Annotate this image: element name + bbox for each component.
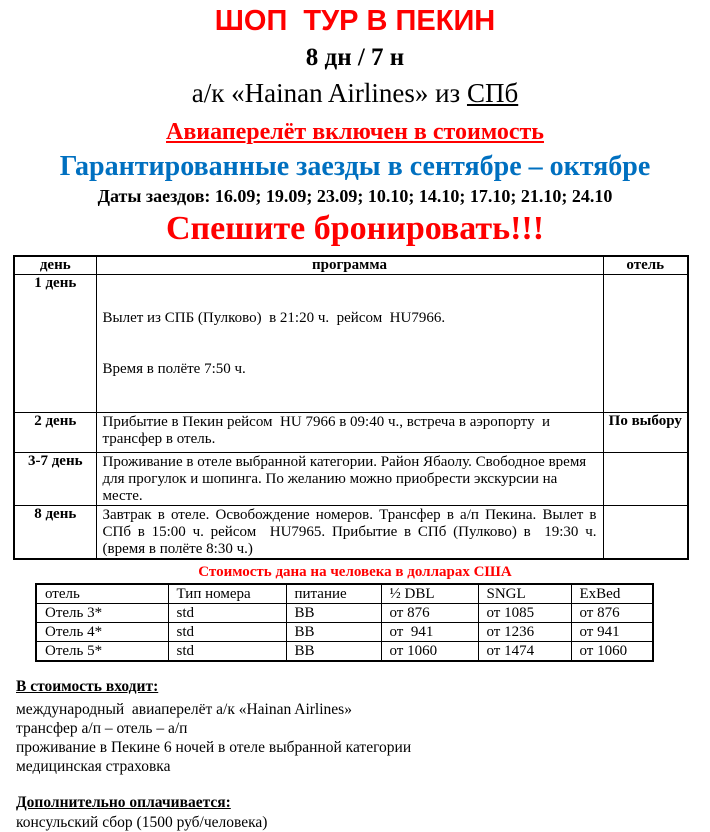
included-section xyxy=(16,678,710,832)
program-header-program: программа xyxy=(96,256,603,275)
program-row-day3-7 xyxy=(14,453,688,506)
day-cell: 2 день xyxy=(14,413,96,453)
half-dbl-price-cell: от 1060 xyxy=(381,642,478,662)
extra-section xyxy=(16,794,710,832)
included-item: трансфер а/п – отель – а/п xyxy=(16,720,188,737)
price-note: Стоимость дана на человека в долларах США xyxy=(198,564,512,580)
day-cell: 3-7 день xyxy=(14,453,96,506)
price-table-header-row xyxy=(36,584,653,604)
program-cell xyxy=(96,275,603,413)
sngl-price-cell: от 1236 xyxy=(478,623,571,642)
price-table xyxy=(35,583,654,662)
program-header-hotel: отель xyxy=(603,256,688,275)
meals-cell: BB xyxy=(286,623,381,642)
extra-item: консульский сбор (1500 руб/человека) xyxy=(16,814,268,831)
page-title: ШОП ТУР В ПЕКИН xyxy=(214,5,496,37)
program-row-day8 xyxy=(14,506,688,560)
airline-text: а/к «Hainan Airlines» из xyxy=(191,78,467,108)
price-header-meals: питание xyxy=(286,584,381,604)
day-cell: 1 день xyxy=(14,275,96,413)
hotel-cell: По выбору xyxy=(603,413,688,453)
hotel-name-cell: Отель 4* xyxy=(36,623,168,642)
half-dbl-price-cell: от 941 xyxy=(381,623,478,642)
price-header-exbed: ExBed xyxy=(571,584,653,604)
guaranteed-dates-heading: Гарантированные заезды в сентябре – октябре xyxy=(59,151,651,182)
included-item: проживание в Пекине 6 ночей в отеле выбранной категории xyxy=(16,739,412,756)
airline-line xyxy=(0,79,710,107)
room-type-cell: std xyxy=(168,623,286,642)
price-header-hotel: отель xyxy=(36,584,168,604)
sngl-price-cell: от 1474 xyxy=(478,642,571,662)
included-items xyxy=(16,700,710,776)
hotel-name-cell: Отель 5* xyxy=(36,642,168,662)
hurry-note: Спешите бронировать!!! xyxy=(165,210,545,247)
room-type-cell: std xyxy=(168,642,286,662)
sngl-price-cell: от 1085 xyxy=(478,604,571,623)
flight-included-note: Авиаперелёт включен в стоимость xyxy=(166,119,544,145)
program-table-header-row xyxy=(14,256,688,275)
exbed-price-cell: от 876 xyxy=(571,604,653,623)
exbed-price-cell: от 941 xyxy=(571,623,653,642)
included-section-title: В стоимость входит: xyxy=(16,678,159,695)
price-header-sngl: SNGL xyxy=(478,584,571,604)
program-line: Вылет из СПБ (Пулково) в 21:20 ч. рейсом HU7966. xyxy=(102,310,446,326)
program-cell: Прибытие в Пекин рейсом HU 7966 в 09:40 ч., встреча в аэропорту и трансфер в отель. xyxy=(96,413,603,453)
program-cell: Проживание в отеле выбранной категории. Район Ябаолу. Свободное время для прогулок и шопинга. По желанию можно приобрести экскурсии на месте. xyxy=(96,453,603,506)
price-header-half-dbl: ½ DBL xyxy=(381,584,478,604)
price-header-room-type: Тип номера xyxy=(168,584,286,604)
included-item: международный авиаперелёт а/к «Hainan Airlines» xyxy=(16,701,352,718)
tour-duration: 8 дн / 7 н xyxy=(305,44,405,71)
day-cell: 8 день xyxy=(14,506,96,560)
program-table xyxy=(13,255,689,560)
price-row-hotel-3 xyxy=(36,604,653,623)
meals-cell: BB xyxy=(286,642,381,662)
departure-city: СПб xyxy=(466,78,519,108)
hotel-name-cell: Отель 3* xyxy=(36,604,168,623)
program-line: Время в полёте 7:50 ч. xyxy=(102,361,246,377)
half-dbl-price-cell: от 876 xyxy=(381,604,478,623)
program-header-day: день xyxy=(14,256,96,275)
program-row-day2 xyxy=(14,413,688,453)
program-row-day1 xyxy=(14,275,688,413)
price-row-hotel-5 xyxy=(36,642,653,662)
exbed-price-cell: от 1060 xyxy=(571,642,653,662)
room-type-cell: std xyxy=(168,604,286,623)
meals-cell: BB xyxy=(286,604,381,623)
price-row-hotel-4 xyxy=(36,623,653,642)
hotel-cell xyxy=(603,275,688,413)
extra-section-title: Дополнительно оплачивается: xyxy=(16,794,231,811)
hotel-cell xyxy=(603,453,688,506)
departure-dates: Даты заездов: 16.09; 19.09; 23.09; 10.10; 14.10; 17.10; 21.10; 24.10 xyxy=(97,186,613,206)
extra-items xyxy=(16,813,710,832)
hotel-cell xyxy=(603,506,688,560)
included-item: медицинская страховка xyxy=(16,758,171,775)
program-cell: Завтрак в отеле. Освобождение номеров. Трансфер в а/п Пекина. Вылет в СПб в 15:00 ч. рейсом HU7965. Прибытие в СПб (Пулково) в 19:30 ч. (время в полёте 8:30 ч.) xyxy=(96,506,603,560)
